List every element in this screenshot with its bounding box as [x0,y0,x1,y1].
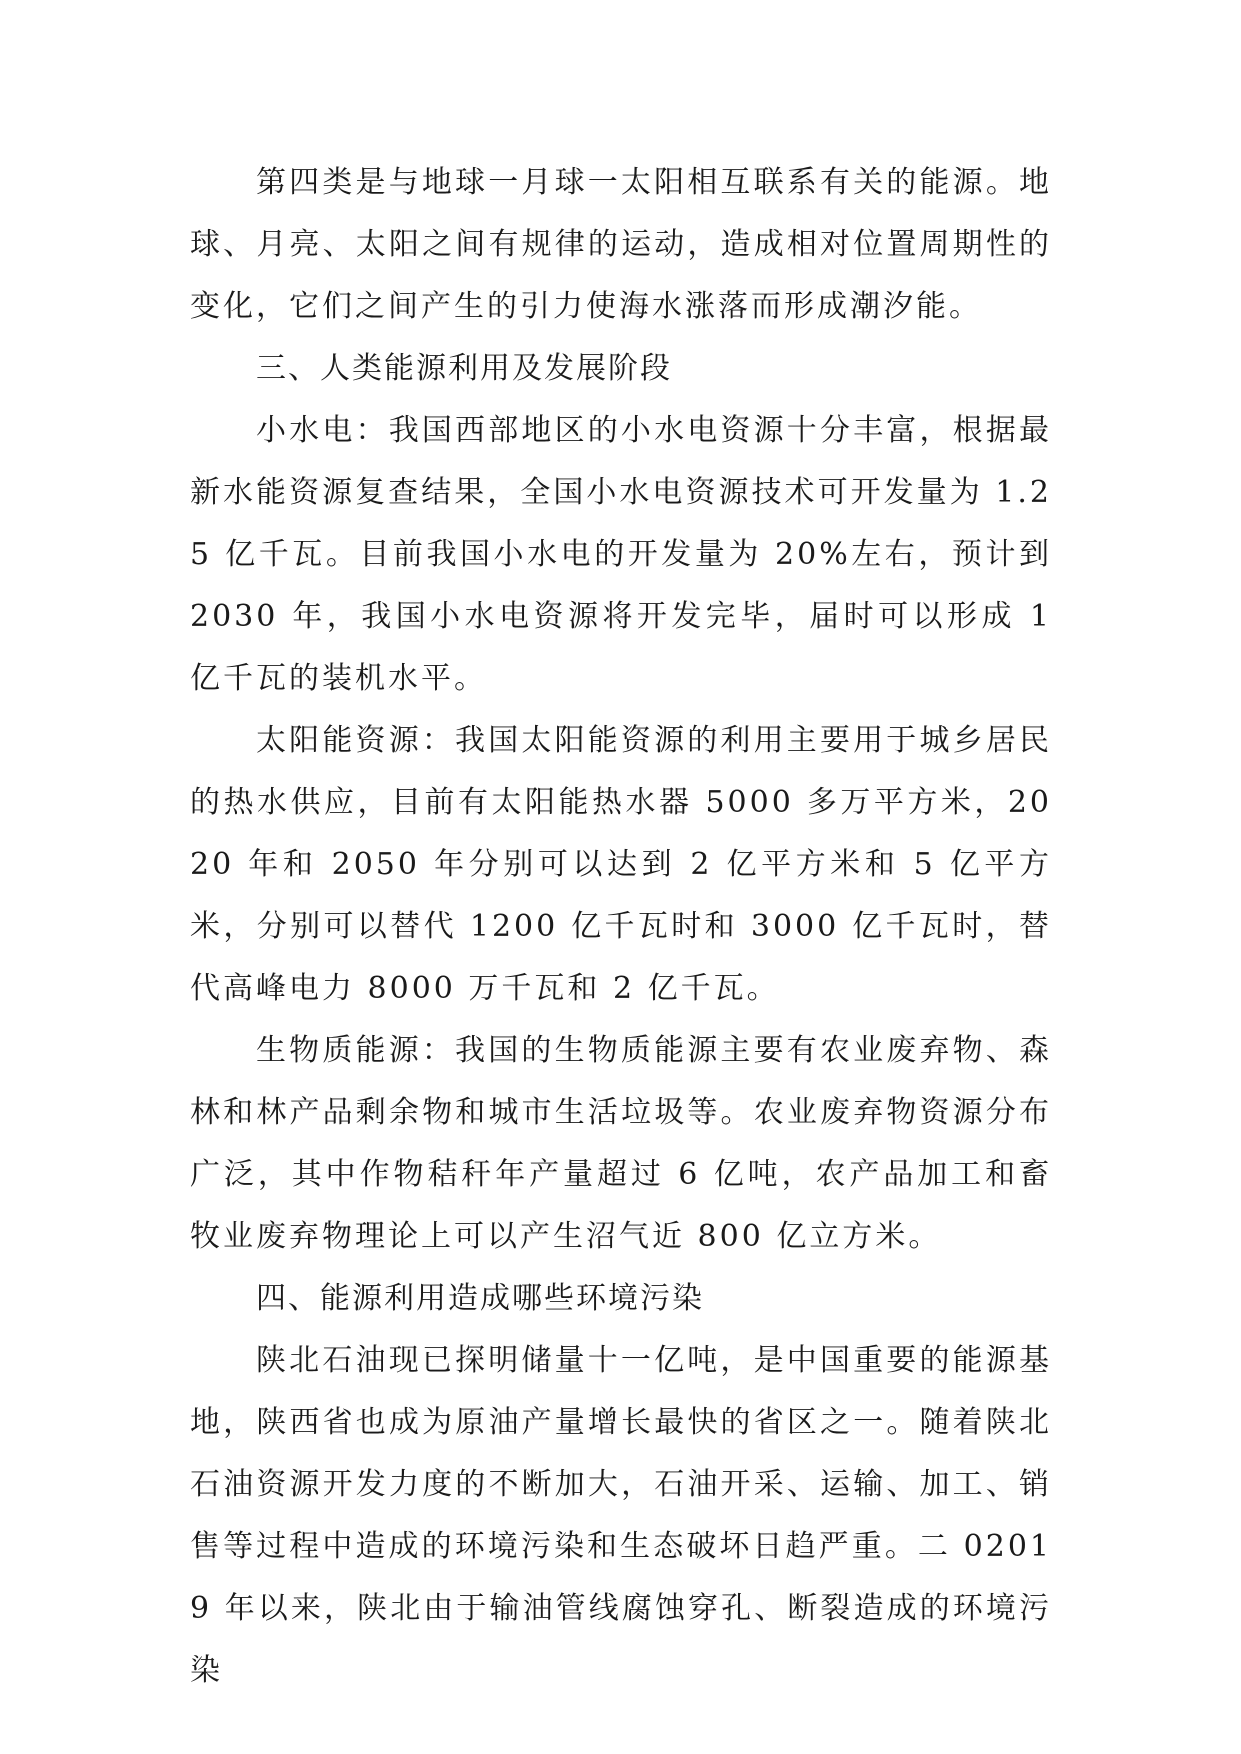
paragraph-solar-energy: 太阳能资源：我国太阳能资源的利用主要用于城乡居民的热水供应，目前有太阳能热水器 5000 多万平方米，2020 年和 2050 年分别可以达到 2 亿平方米和 5 亿平方米，分别可以替代 1200 亿千瓦时和 3000 亿千瓦时，替代高峰电力 8000 万千瓦和 2 亿千瓦。 [190,723,1052,1006]
section-heading-pollution: 四、能源利用造成哪些环境污染 [256,1281,704,1316]
document-body [190,152,1052,1702]
paragraph-biomass-energy: 生物质能源：我国的生物质能源主要有农业废弃物、森林和林产品剩余物和城市生活垃圾等。农业废弃物资源分布广泛，其中作物秸秆年产量超过 6 亿吨，农产品加工和畜牧业废弃物理论上可以产生沼气近 800 亿立方米。 [190,1033,1052,1254]
paragraph-shaanbei-oil: 陕北石油现已探明储量十一亿吨，是中国重要的能源基地，陕西省也成为原油产量增长最快的省区之一。随着陕北石油资源开发力度的不断加大，石油开采、运输、加工、销售等过程中造成的环境污染和生态破坏日趋严重。二 02019 年以来，陕北由于输油管线腐蚀穿孔、断裂造成的环境污染 [190,1343,1052,1688]
paragraph-small-hydro: 小水电：我国西部地区的小水电资源十分丰富，根据最新水能资源复查结果，全国小水电资源技术可开发量为 1.25 亿千瓦。目前我国小水电的开发量为 20%左右，预计到 2030 年，我国小水电资源将开发完毕，届时可以形成 1 亿千瓦的装机水平。 [190,413,1052,696]
section-heading-energy-stages: 三、人类能源利用及发展阶段 [256,351,672,386]
paragraph-tidal-energy: 第四类是与地球一月球一太阳相互联系有关的能源。地球、月亮、太阳之间有规律的运动，造成相对位置周期性的变化，它们之间产生的引力使海水涨落而形成潮汐能。 [190,165,1052,324]
